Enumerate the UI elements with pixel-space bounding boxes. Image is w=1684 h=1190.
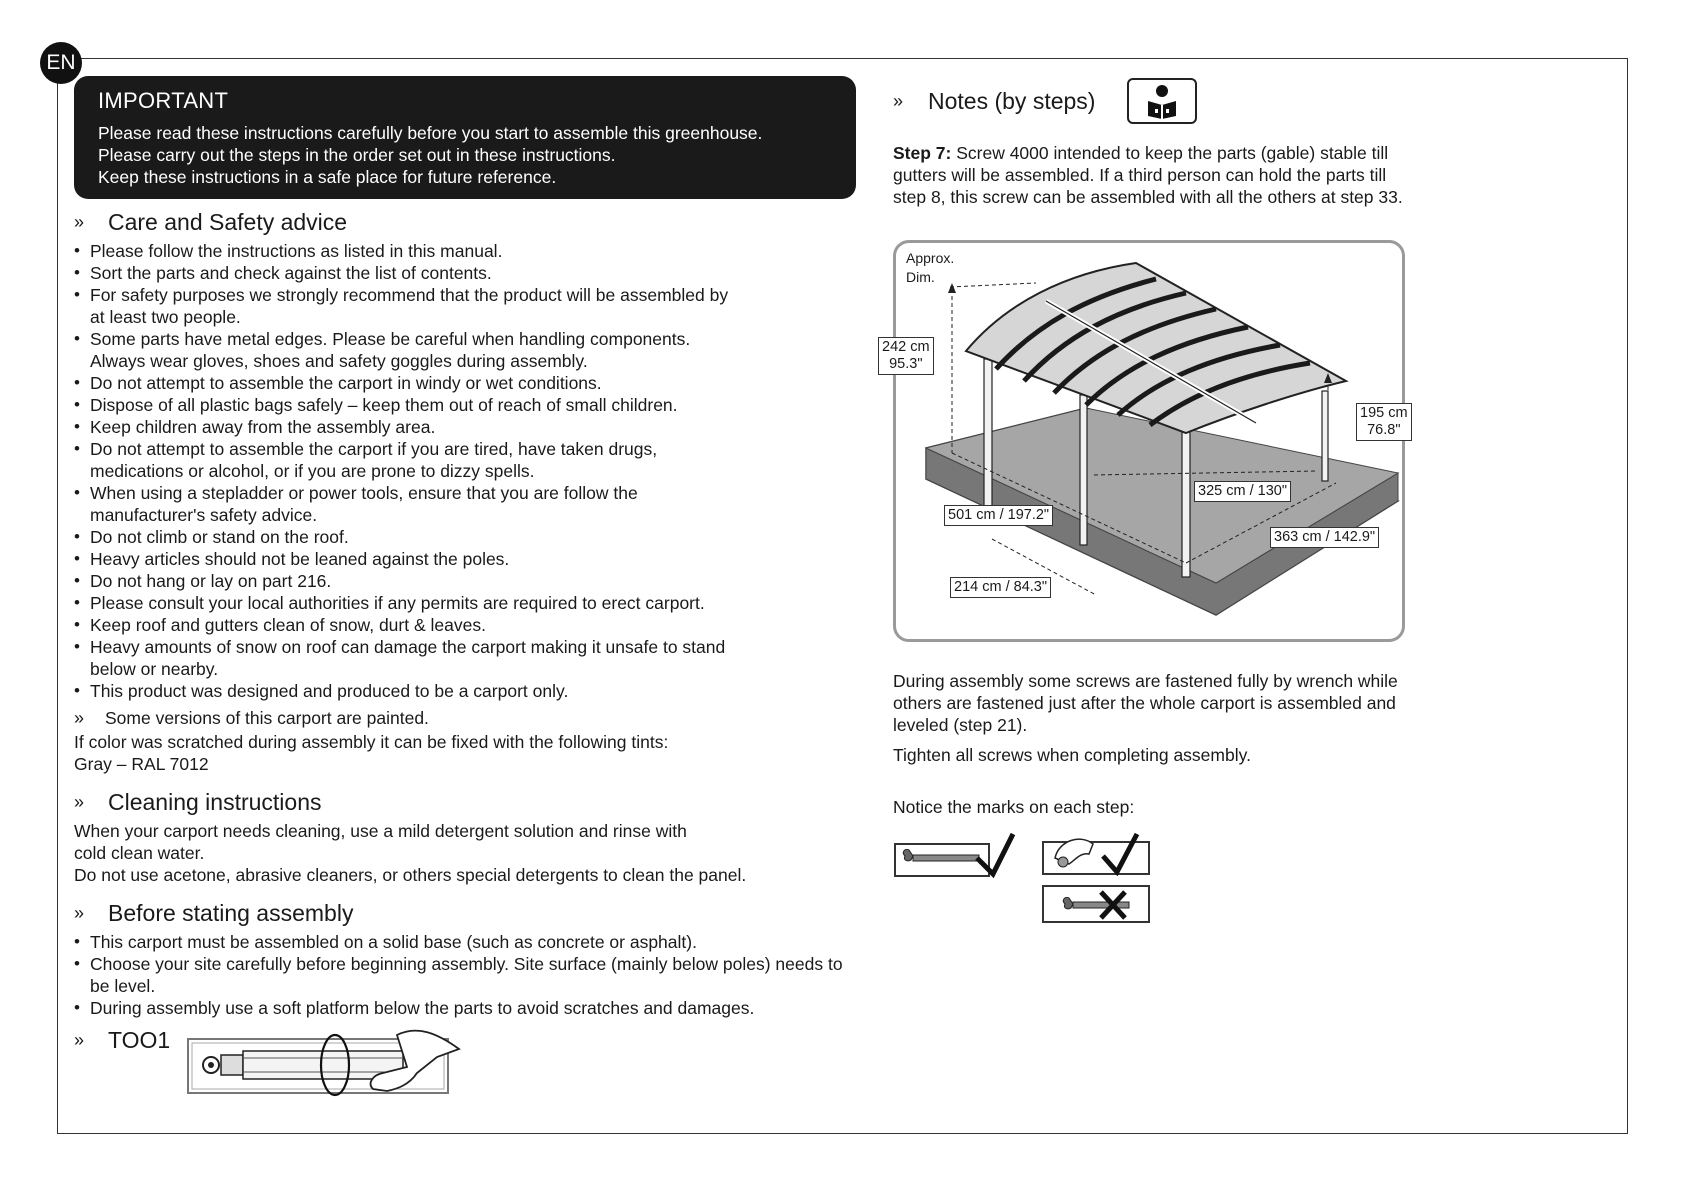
approx-line: Dim. — [906, 269, 935, 285]
tool-row — [74, 1027, 844, 1099]
reading-person-icon — [1127, 78, 1197, 124]
painted-note — [74, 708, 844, 729]
tool-heading-text: TOO1 — [108, 1027, 171, 1053]
tighten-note: Tighten all screws when completing assembly. — [893, 745, 1251, 765]
step7-label: Step 7: — [893, 143, 952, 163]
list-item: • This carport must be assembled on a solid base (such as concrete or asphalt). — [74, 931, 844, 953]
care-list — [74, 240, 844, 702]
height-dimension-label — [878, 337, 934, 375]
list-item: • Heavy amounts of snow on roof can damage the carport making it unsafe to stand below or nearby. — [74, 636, 730, 680]
height-cm: 242 cm — [882, 339, 930, 355]
hand-tightening-icon — [187, 1027, 467, 1099]
list-item: • Please consult your local authorities if any permits are required to erect carport. — [74, 592, 844, 614]
before-list — [74, 931, 844, 1019]
post-width-dimension-label: 214 cm / 84.3" — [950, 577, 1051, 598]
chevron-marker: » — [74, 708, 85, 728]
list-item: • Keep children away from the assembly area. — [74, 416, 844, 438]
painted-tint: Gray – RAL 7012 — [74, 754, 209, 774]
list-item: • Choose your site carefully before beginning assembly. Site surface (mainly below poles) needs to be level. — [74, 953, 850, 997]
chevron-marker: » — [74, 212, 85, 232]
assembly-note: During assembly some screws are fastened fully by wrench while others are fastened just after the whole carport is assembled and leveled (step 21). — [893, 671, 1398, 735]
post-spacing-dimension-label: 325 cm / 130" — [1194, 481, 1291, 502]
list-item: • For safety purposes we strongly recommend that the product will be assembled by at least two people. — [74, 284, 730, 328]
list-item: • Do not attempt to assemble the carport in windy or wet conditions. — [74, 372, 844, 394]
important-line: Keep these instructions in a safe place for future reference. — [98, 167, 557, 187]
important-line: Please read these instructions carefully before you start to assemble this greenhouse. — [98, 123, 763, 143]
list-item: • Please follow the instructions as listed in this manual. — [74, 240, 844, 262]
list-item: • During assembly use a soft platform below the parts to avoid scratches and damages. — [74, 997, 844, 1019]
wrench-cross-icon — [1041, 884, 1153, 926]
hand-check-icon — [1041, 830, 1153, 876]
list-item: • Do not hang or lay on part 216. — [74, 570, 844, 592]
eave-height-dimension-label — [1356, 403, 1412, 441]
width-dimension-label: 363 cm / 142.9" — [1270, 527, 1379, 548]
chevron-marker: » — [74, 903, 85, 923]
cleaning-heading — [74, 789, 844, 816]
list-item: • Dispose of all plastic bags safely – keep them out of reach of small children. — [74, 394, 844, 416]
painted-text: If color was scratched during assembly it can be fixed with the following tints: — [74, 732, 669, 752]
before-heading — [74, 900, 844, 927]
important-title: IMPORTANT — [98, 88, 229, 113]
notes-heading-text: Notes (by steps) — [928, 87, 1096, 114]
list-item: • Do not attempt to assemble the carport if you are tired, have taken drugs, medications or alcohol, or if you are prone to dizzy spells. — [74, 438, 730, 482]
list-item: • Some parts have metal edges. Please be careful when handling components. Always wear gloves, shoes and safety goggles during assembly. — [74, 328, 730, 372]
height-in: 95.3" — [889, 356, 923, 372]
notes-heading — [893, 78, 1413, 124]
cleaning-heading-text: Cleaning instructions — [108, 789, 322, 815]
list-item: • Heavy articles should not be leaned against the poles. — [74, 548, 844, 570]
care-heading-text: Care and Safety advice — [108, 209, 348, 235]
eave-in: 76.8" — [1367, 422, 1401, 438]
before-heading-text: Before stating assembly — [108, 900, 354, 926]
tool-heading — [74, 1027, 187, 1054]
marks-legend — [893, 830, 1413, 930]
chevron-marker: » — [893, 90, 904, 111]
cleaning-line: Do not use acetone, abrasive cleaners, or others special detergents to clean the panel. — [74, 865, 747, 885]
list-item: • Keep roof and gutters clean of snow, durt & leaves. — [74, 614, 844, 636]
list-item: • This product was designed and produced to be a carport only. — [74, 680, 844, 702]
carport-dimensions-diagram — [882, 240, 1408, 642]
eave-cm: 195 cm — [1360, 405, 1408, 421]
marks-intro: Notice the marks on each step: — [893, 797, 1135, 817]
right-column — [882, 76, 1413, 930]
language-badge: EN — [40, 42, 82, 84]
important-line: Please carry out the steps in the order set out in these instructions. — [98, 145, 616, 165]
list-item: • When using a stepladder or power tools, ensure that you are follow the manufacturer's safety advice. — [74, 482, 710, 526]
step7-note — [893, 142, 1413, 208]
chevron-marker: » — [74, 792, 85, 812]
cleaning-line: cold clean water. — [74, 843, 205, 863]
wrench-check-icon — [893, 830, 1017, 878]
cleaning-line: When your carport needs cleaning, use a mild detergent solution and rinse with — [74, 821, 687, 841]
left-column — [74, 76, 844, 1099]
list-item: • Do not climb or stand on the roof. — [74, 526, 844, 548]
important-box — [74, 76, 856, 199]
step7-text: Screw 4000 intended to keep the parts (gable) stable till gutters will be assembled. If a third person can hold the parts till step 8, this screw can be assembled with all the others at step 33. — [893, 143, 1403, 207]
list-item: • Sort the parts and check against the list of contents. — [74, 262, 844, 284]
length-dimension-label: 501 cm / 197.2" — [944, 505, 1053, 526]
care-heading — [74, 209, 844, 236]
painted-note-text: Some versions of this carport are painted. — [105, 708, 429, 728]
approx-line: Approx. — [906, 250, 955, 266]
chevron-marker: » — [74, 1030, 85, 1050]
